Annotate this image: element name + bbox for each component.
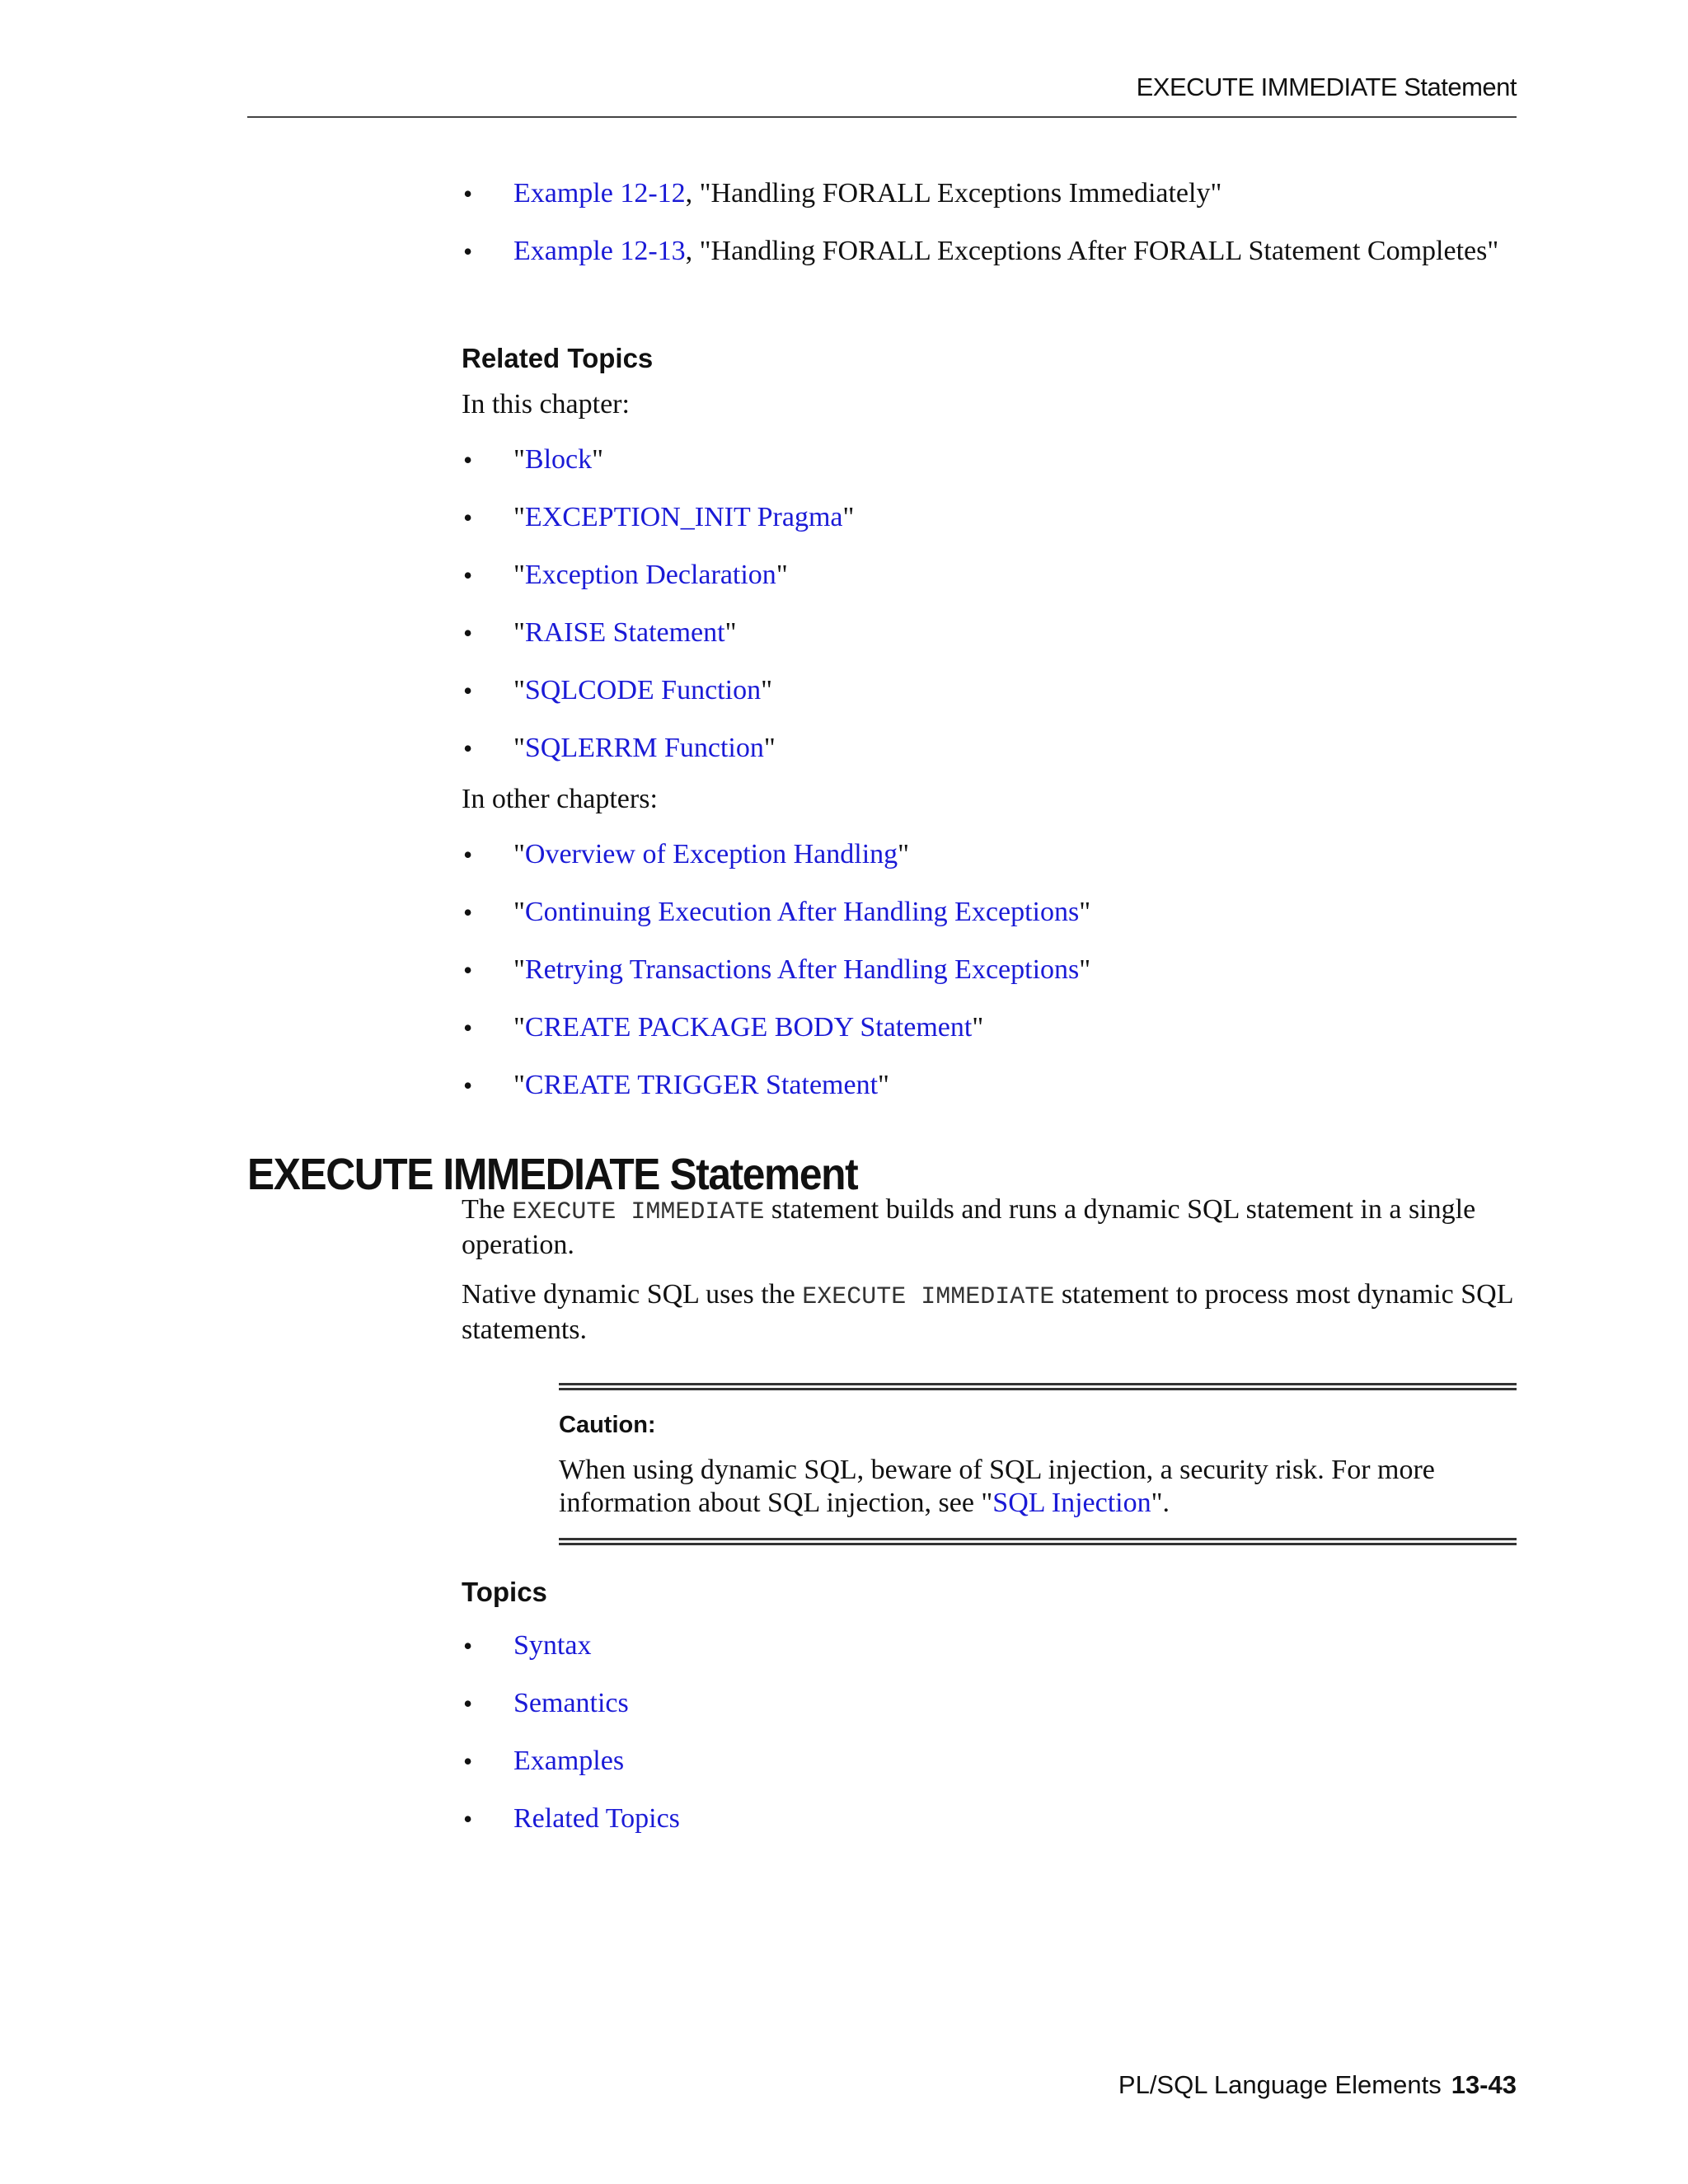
caution-bottom-rule xyxy=(559,1538,1517,1545)
examples-link[interactable]: Examples xyxy=(513,1745,625,1776)
create-trigger-statement-link[interactable]: CREATE TRIGGER Statement xyxy=(524,1069,879,1100)
block-link[interactable]: Block xyxy=(524,443,593,475)
bullet-icon: • xyxy=(463,733,473,763)
page-number: 13-43 xyxy=(1451,2070,1517,2099)
bullet-icon: • xyxy=(463,617,473,648)
list-item-text: , "Handling FORALL Exceptions Immediately" xyxy=(685,178,1222,209)
list-item: • "Overview of Exception Handling" xyxy=(463,838,910,869)
syntax-link[interactable]: Syntax xyxy=(513,1629,592,1661)
list-item xyxy=(462,1687,1517,1720)
example-12-12-link[interactable]: Example 12-12 xyxy=(513,178,686,209)
list-item: • "CREATE TRIGGER Statement" xyxy=(463,1069,889,1100)
footer-book-title: PL/SQL Language Elements xyxy=(1118,2070,1442,2099)
list-item: • "SQLCODE Function" xyxy=(463,674,772,705)
sqlcode-function-link[interactable]: SQLCODE Function xyxy=(524,674,762,705)
list-item: • "CREATE PACKAGE BODY Statement" xyxy=(463,1011,984,1043)
semantics-link[interactable]: Semantics xyxy=(513,1687,629,1718)
exception-declaration-link[interactable]: Exception Declaration xyxy=(524,559,776,590)
top-example-list xyxy=(462,177,1517,268)
bullet-icon: • xyxy=(463,1803,473,1834)
in-other-chapters-label: In other chapters: xyxy=(462,783,658,814)
example-12-13-link[interactable]: Example 12-13 xyxy=(513,236,686,266)
list-item: • "RAISE Statement" xyxy=(463,616,737,648)
caution-text: When using dynamic SQL, beware of SQL injection, a security risk. For more information about SQL injection, see "SQL Injection". xyxy=(559,1455,1435,1518)
list-item-text: , "Handling FORALL Exceptions After FORALL Statement Completes" xyxy=(685,236,1499,266)
list-item xyxy=(462,1629,1517,1662)
retrying-transactions-link[interactable]: Retrying Transactions After Handling Exceptions xyxy=(524,954,1080,985)
topics-list xyxy=(462,1629,1517,1835)
bullet-icon: • xyxy=(463,1630,473,1661)
related-topics-block xyxy=(462,342,1517,1127)
bullet-icon: • xyxy=(463,1012,473,1043)
sql-injection-link[interactable]: SQL Injection xyxy=(992,1488,1151,1518)
section-paragraph-1: The EXECUTE IMMEDIATE statement builds and runs a dynamic SQL statement in a single operation. xyxy=(462,1194,1476,1260)
sqlerrm-function-link[interactable]: SQLERRM Function xyxy=(524,732,764,763)
continuing-execution-link[interactable]: Continuing Execution After Handling Exceptions xyxy=(524,896,1080,927)
header-rule xyxy=(247,116,1517,118)
in-this-chapter-list xyxy=(462,443,1517,765)
section-title: EXECUTE IMMEDIATE Statement xyxy=(247,1150,858,1199)
bullet-icon: • xyxy=(463,179,473,209)
code-execute-immediate: EXECUTE IMMEDIATE xyxy=(512,1198,765,1226)
section-intro-block xyxy=(462,1193,1517,1347)
bullet-icon: • xyxy=(463,897,473,927)
list-item xyxy=(462,1802,1517,1835)
bullet-icon: • xyxy=(463,560,473,590)
list-item: • "SQLERRM Function" xyxy=(463,732,776,763)
list-item: • "EXCEPTION_INIT Pragma" xyxy=(463,501,855,532)
list-item: • "Block" xyxy=(463,443,603,475)
related-topics-heading: Related Topics xyxy=(462,343,654,373)
bullet-icon: • xyxy=(463,1070,473,1100)
caution-title: Caution: xyxy=(559,1412,656,1438)
list-item xyxy=(462,177,1517,210)
list-item: • "Continuing Execution After Handling Exceptions" xyxy=(463,896,1091,927)
overview-exception-handling-link[interactable]: Overview of Exception Handling xyxy=(524,838,898,869)
topics-block xyxy=(462,1576,1517,1860)
create-package-body-link[interactable]: CREATE PACKAGE BODY Statement xyxy=(524,1011,973,1043)
caution-top-rule xyxy=(559,1383,1517,1390)
code-execute-immediate: EXECUTE IMMEDIATE xyxy=(802,1283,1055,1311)
bullet-icon: • xyxy=(463,954,473,985)
bullet-icon: • xyxy=(463,675,473,705)
in-other-chapters-list xyxy=(462,838,1517,1102)
running-header: EXECUTE IMMEDIATE Statement xyxy=(1136,73,1517,101)
list-item xyxy=(462,235,1517,268)
bullet-icon: • xyxy=(463,444,473,475)
list-item: • "Exception Declaration" xyxy=(463,559,788,590)
raise-statement-link[interactable]: RAISE Statement xyxy=(524,616,725,648)
bullet-icon: • xyxy=(463,237,473,266)
section-paragraph-2: Native dynamic SQL uses the EXECUTE IMMEDIATE statement to process most dynamic SQL statements. xyxy=(462,1279,1513,1345)
top-example-list-block xyxy=(462,177,1517,293)
in-this-chapter-label: In this chapter: xyxy=(462,388,630,419)
bullet-icon: • xyxy=(463,839,473,869)
topics-heading: Topics xyxy=(462,1577,547,1607)
bullet-icon: • xyxy=(463,1746,473,1776)
bullet-icon: • xyxy=(463,1688,473,1718)
related-topics-link[interactable]: Related Topics xyxy=(513,1802,680,1834)
caution-box xyxy=(559,1383,1517,1545)
page-footer xyxy=(247,2070,1517,2100)
bullet-icon: • xyxy=(463,502,473,532)
list-item: • "Retrying Transactions After Handling Exceptions" xyxy=(463,954,1091,985)
list-item xyxy=(462,1745,1517,1778)
exception-init-pragma-link[interactable]: EXCEPTION_INIT Pragma xyxy=(524,501,843,532)
